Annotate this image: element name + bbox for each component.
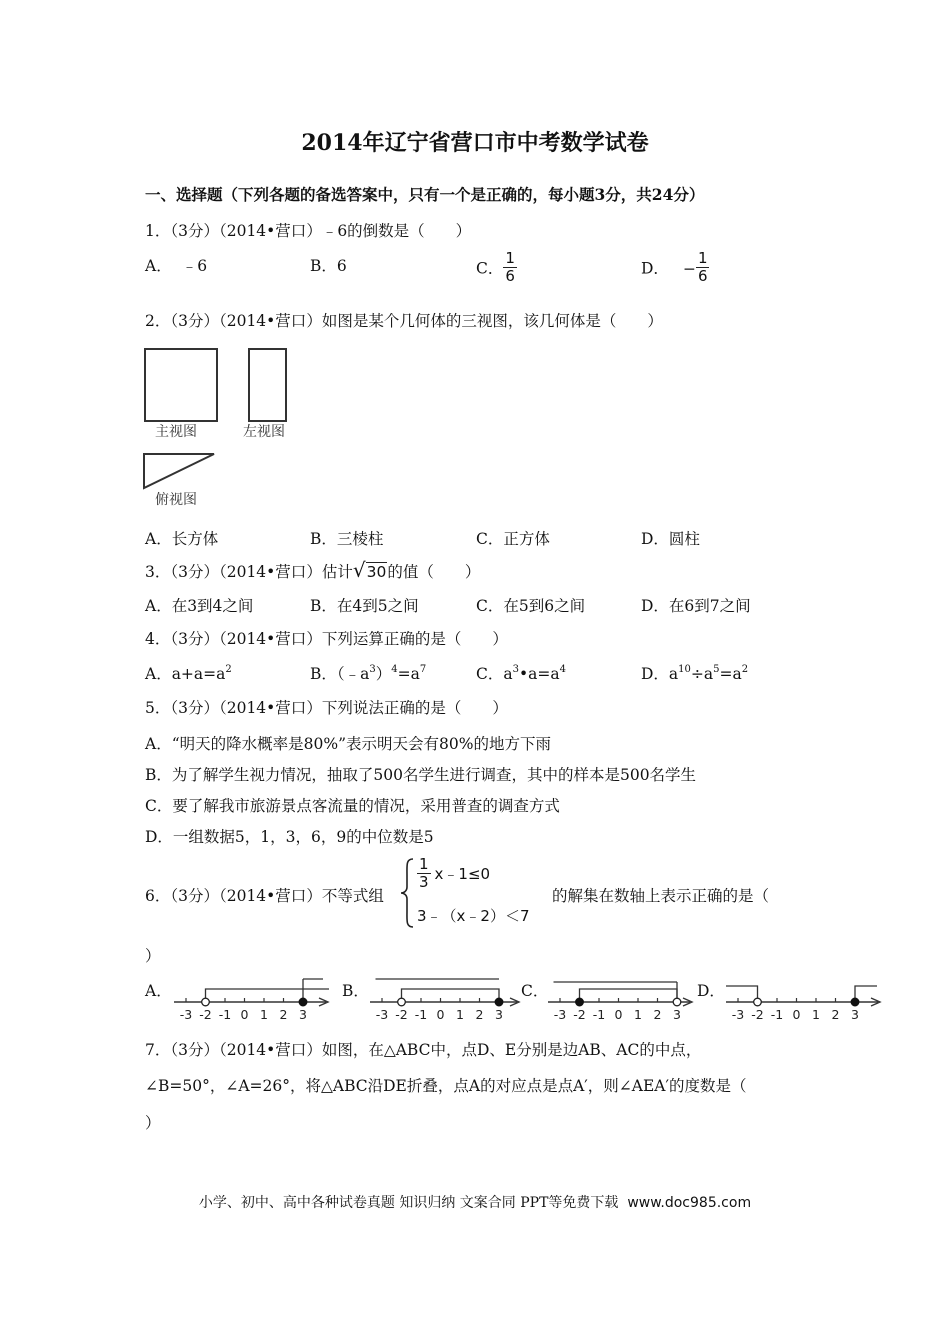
q6-option-a-letter: A． xyxy=(145,982,172,1000)
tick-label: 3 xyxy=(673,1007,681,1022)
q3-option-a: A．在3到4之间 xyxy=(145,597,254,615)
tick-label: -3 xyxy=(731,1007,745,1020)
q1-option-b: B．6 xyxy=(310,257,347,275)
q3-stem: 3．（3分）（2014•营口）估计√30的值（ ） xyxy=(145,558,481,582)
q7-line-2: ∠B=50°，∠A=26°，将△ABC沿DE折叠，点A的对应点是点A′，则∠AEA′的度数是（ xyxy=(145,1077,747,1095)
closed-point xyxy=(851,998,859,1006)
q2-option-b: B．三棱柱 xyxy=(310,530,384,548)
q4-option-d: D．$a^{10}\div a^5=a^2$ xyxy=(641,664,749,683)
tick-label: 2 xyxy=(831,1007,840,1020)
q2-option-c: C．正方体 xyxy=(476,530,550,548)
q6-option-b-letter: B． xyxy=(342,982,369,1000)
open-point xyxy=(754,998,762,1006)
side-view-label: 左视图 xyxy=(243,424,285,440)
number-line-a xyxy=(172,970,332,1025)
q3-option-d: D．在6到7之间 xyxy=(641,597,751,615)
q5-stem: 5．（3分）（2014•营口）下列说法正确的是（ ） xyxy=(145,699,508,717)
q3-option-b: B．在4到5之间 xyxy=(310,597,419,615)
q5-option-a: A．“明天的降水概率是80%”表示明天会有80%的地方下雨 xyxy=(145,735,551,753)
q6-stem-end: 的解集在数轴上表示正确的是（ xyxy=(552,887,770,905)
q6-option-d-letter: D． xyxy=(697,982,725,1000)
tick-label: 1 xyxy=(812,1007,820,1020)
tick-label: -3 xyxy=(553,1007,567,1022)
q2-option-a: A．长方体 xyxy=(145,530,219,548)
tick-label: -1 xyxy=(592,1007,606,1022)
q6-stem-close: ） xyxy=(145,947,161,965)
tick-label: -3 xyxy=(375,1007,389,1022)
tick-label: 0 xyxy=(792,1007,801,1020)
closed-point xyxy=(495,998,503,1006)
q2-stem: 2．（3分）（2014•营口）如图是某个几何体的三视图，该几何体是（ ） xyxy=(145,312,663,330)
open-point xyxy=(398,998,406,1006)
tick-label: 0 xyxy=(240,1007,249,1022)
tick-label: 0 xyxy=(436,1007,445,1022)
tick-label: 1 xyxy=(634,1007,642,1022)
tick-label: -3 xyxy=(179,1007,193,1022)
tick-label: -1 xyxy=(770,1007,784,1020)
q6-option-c-letter: C． xyxy=(521,982,549,1000)
tick-label: 2 xyxy=(475,1007,484,1022)
q7-line-1: 7．（3分）（2014•营口）如图，在△ABC中，点D、E分别是边AB、AC的中点， xyxy=(145,1041,702,1059)
open-point xyxy=(673,998,681,1006)
solution-bracket xyxy=(554,982,678,1002)
q1-option-c: C． $\frac{1}{6}$ xyxy=(476,249,515,285)
q6-inequality-2: 3﹣（x﹣2）＜7 xyxy=(417,907,530,925)
side-view-rectangle xyxy=(248,348,287,422)
closed-point xyxy=(576,998,584,1006)
q3-option-c: C．在5到6之间 xyxy=(476,597,586,615)
number-line-c xyxy=(546,970,696,1025)
open-point xyxy=(202,998,210,1006)
tick-label: -2 xyxy=(199,1007,212,1022)
solution-bracket xyxy=(206,979,330,1002)
tick-label: -2 xyxy=(573,1007,586,1022)
q1-option-a: A． ﹣6 xyxy=(145,257,208,275)
top-view-triangle xyxy=(142,452,218,490)
q5-option-c: C．要了解我市旅游景点客流量的情况，采用普查的调查方式 xyxy=(145,797,560,815)
tick-label: 1 xyxy=(456,1007,464,1022)
footer-text: 小学、初中、高中各种试卷真题 知识归纳 文案合同 PPT等免费下载 xyxy=(198,1195,619,1211)
tick-label: 2 xyxy=(279,1007,288,1022)
q4-option-b: B．$(﹣a^3)^4=a^7$ xyxy=(310,664,427,683)
q4-option-c: C．$a^3•a=a^4$ xyxy=(476,664,566,683)
front-view-square xyxy=(144,348,218,422)
q4-stem: 4．（3分）（2014•营口）下列运算正确的是（ ） xyxy=(145,630,508,648)
section-heading: 一、选择题（下列各题的备选答案中，只有一个是正确的，每小题3分，共24分） xyxy=(145,185,705,204)
q2-option-d: D．圆柱 xyxy=(641,530,700,548)
top-view-label: 俯视图 xyxy=(155,492,197,508)
q5-option-d: D．一组数据5，1，3，6，9的中位数是5 xyxy=(145,828,434,846)
tick-label: -2 xyxy=(395,1007,408,1022)
tick-label: 3 xyxy=(299,1007,307,1022)
tick-label: -1 xyxy=(218,1007,232,1022)
q6-stem-start: 6．（3分）（2014•营口）不等式组 xyxy=(145,887,384,905)
footer-url: www.doc985.com xyxy=(627,1195,752,1211)
tick-label: -1 xyxy=(414,1007,428,1022)
number-line-b xyxy=(368,970,523,1025)
number-line-d xyxy=(724,970,884,1020)
closed-point xyxy=(299,998,307,1006)
tick-label: 3 xyxy=(851,1007,859,1020)
front-view-label: 主视图 xyxy=(155,424,197,440)
page-footer xyxy=(0,1192,950,1212)
radicand: 30 xyxy=(366,563,387,581)
q5-option-b: B．为了解学生视力情况，抽取了500名学生进行调查，其中的样本是500名学生 xyxy=(145,766,697,784)
tick-label: 1 xyxy=(260,1007,268,1022)
exam-title: 2014年辽宁省营口市中考数学试卷 xyxy=(301,130,649,156)
q6-inequality-1: $\frac{1}{3}$ x﹣1≤0 xyxy=(419,855,491,891)
solution-bracket xyxy=(376,979,500,1002)
tick-label: 3 xyxy=(495,1007,503,1022)
tick-label: 2 xyxy=(653,1007,662,1022)
system-brace xyxy=(400,857,416,929)
q1-option-d: D． − $\frac{1}{6}$ xyxy=(641,249,708,285)
q4-option-a: A．$a+a=a^2$ xyxy=(145,664,232,683)
tick-label: -2 xyxy=(751,1007,764,1020)
tick-label: 0 xyxy=(614,1007,623,1022)
q1-stem: 1．（3分）（2014•营口）﹣6的倒数是（ ） xyxy=(145,222,472,240)
sqrt-symbol: √ xyxy=(352,558,366,582)
q7-line-3: ） xyxy=(145,1114,161,1132)
